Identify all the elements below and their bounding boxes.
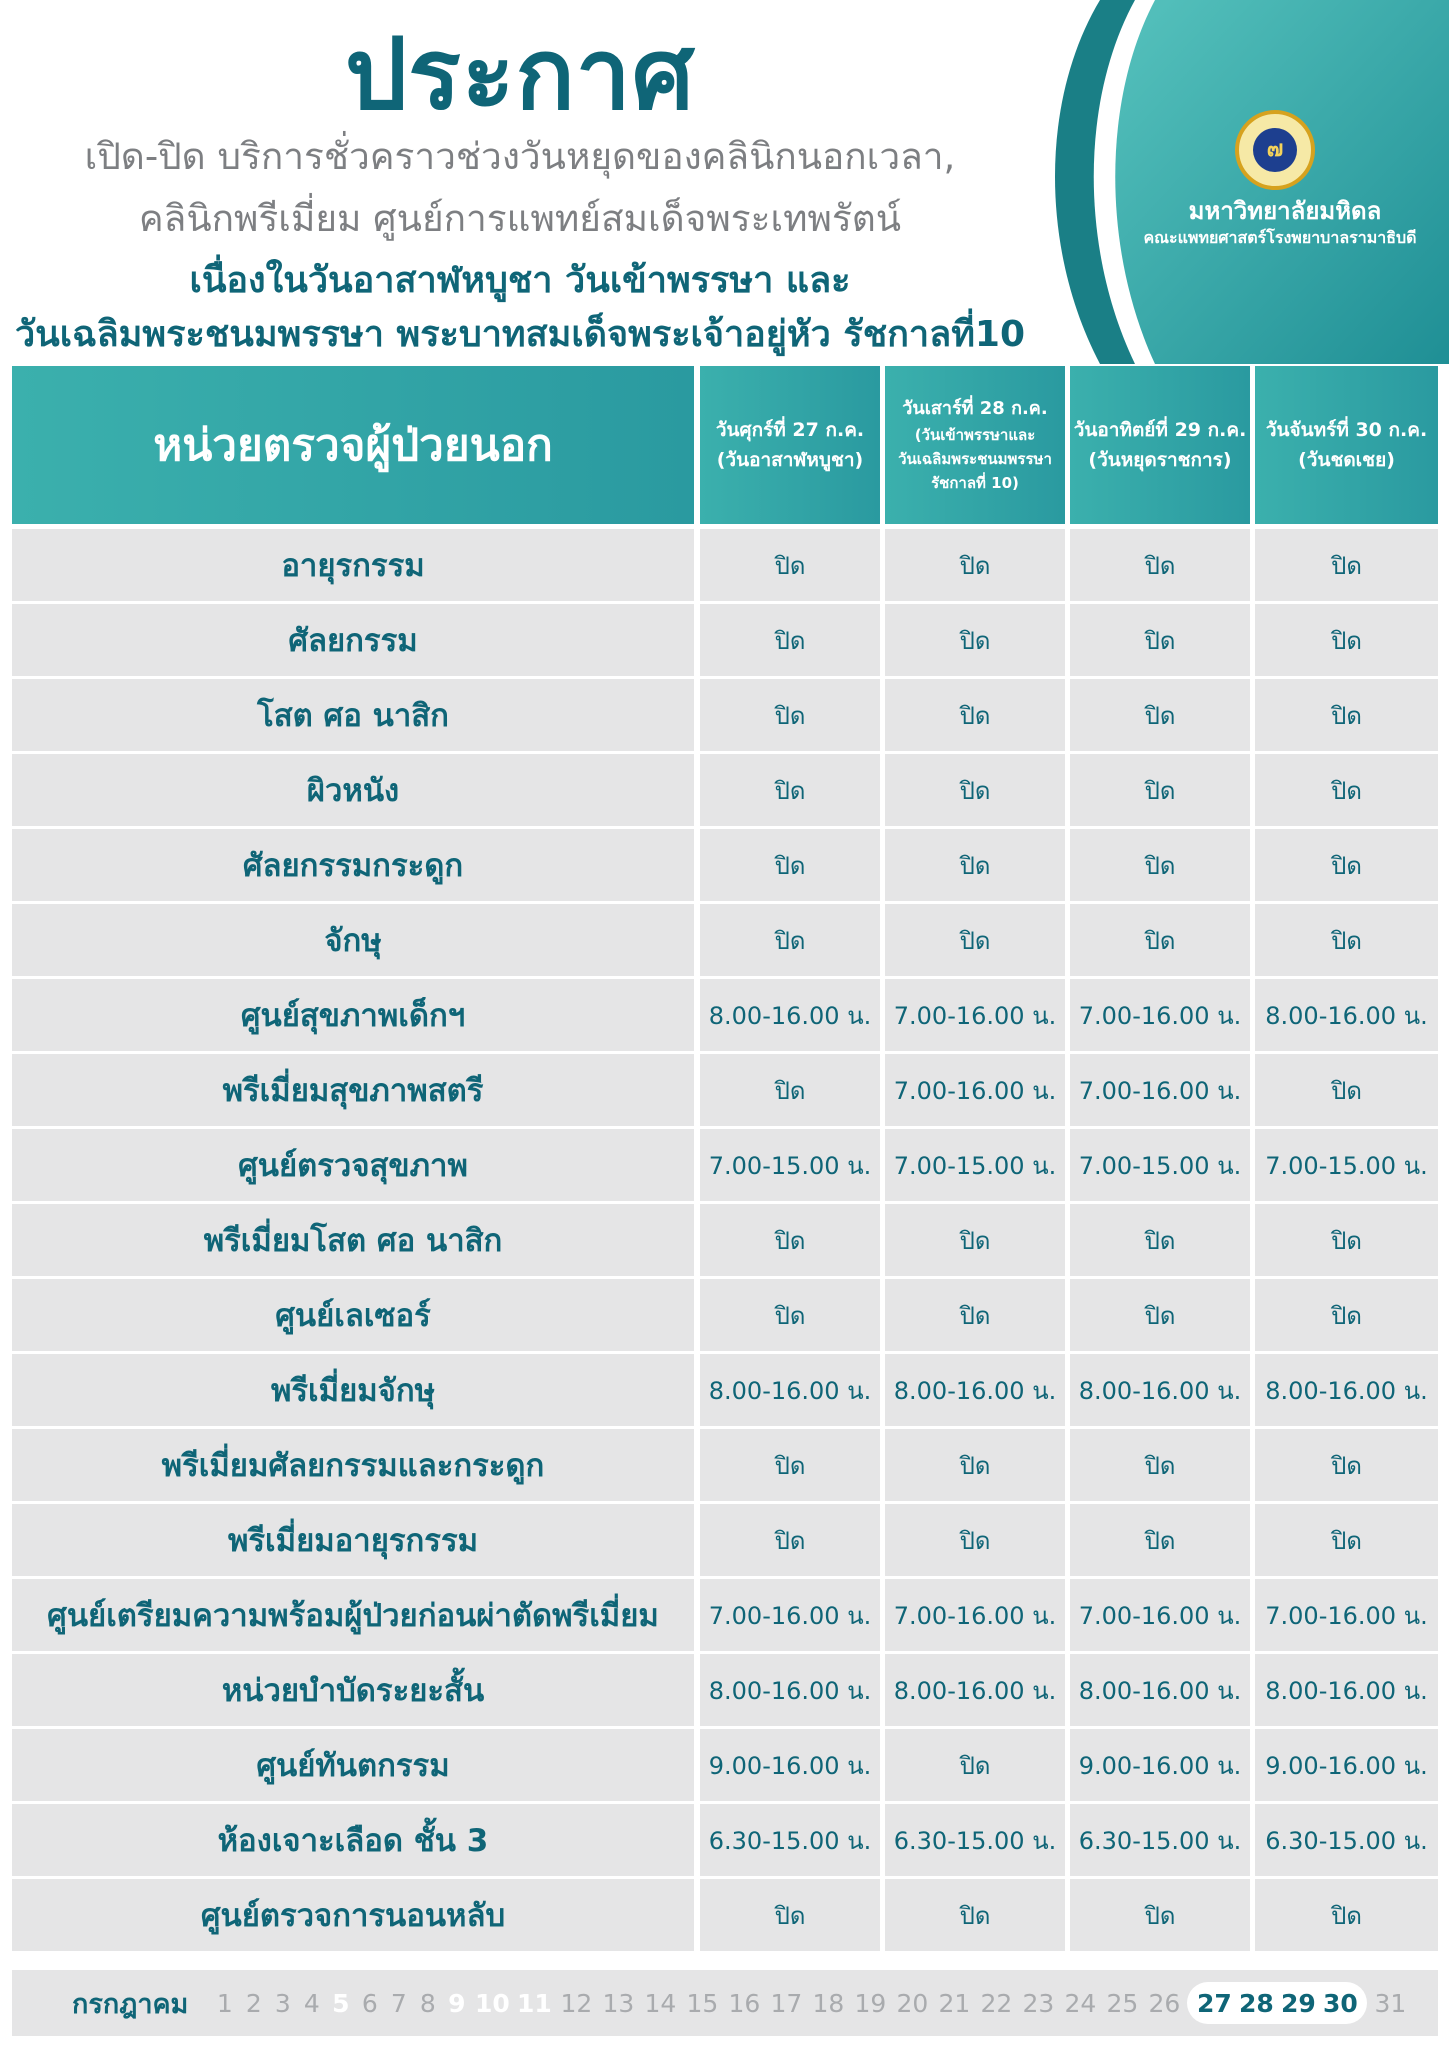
hours-cell: ปิด (885, 679, 1065, 751)
mahidol-seal-icon: ๗ (1235, 110, 1315, 190)
hours-cell: ปิด (1255, 604, 1438, 676)
hours-cell: 7.00-15.00 น. (700, 1129, 880, 1201)
calendar-day: 30 (1322, 1988, 1358, 2018)
calendar-day: 4 (303, 1988, 320, 2018)
unit-name-cell: พรีเมี่ยมศัลยกรรมและกระดูก (12, 1429, 694, 1501)
calendar-day: 22 (980, 1988, 1013, 2018)
calendar-strip (12, 1970, 1438, 2036)
hours-cell: 8.00-16.00 น. (1255, 1354, 1438, 1426)
hours-cell: ปิด (885, 904, 1065, 976)
unit-name-cell: ศัลยกรรมกระดูก (12, 829, 694, 901)
hours-cell: ปิด (1255, 1879, 1438, 1951)
hours-cell: 7.00-16.00 น. (885, 1579, 1065, 1651)
hours-cell: 8.00-16.00 น. (1255, 979, 1438, 1051)
unit-name-cell: ศูนย์ตรวจสุขภาพ (12, 1129, 694, 1201)
hours-cell: ปิด (700, 604, 880, 676)
table-row (12, 1729, 1438, 1804)
hours-cell: 8.00-16.00 น. (1070, 1354, 1250, 1426)
table-row (12, 679, 1438, 754)
unit-name-cell: ศูนย์เลเซอร์ (12, 1279, 694, 1351)
unit-name-cell: ศูนย์ตรวจการนอนหลับ (12, 1879, 694, 1951)
hours-cell: 8.00-16.00 น. (700, 979, 880, 1051)
day-header-label: วันอาทิตย์ที่ 29 ก.ค. (1073, 419, 1247, 441)
day-header-label: วันจันทร์ที่ 30 ก.ค. (1265, 419, 1428, 441)
hours-cell: ปิด (1070, 1879, 1250, 1951)
hours-cell: 7.00-16.00 น. (1255, 1579, 1438, 1651)
day-header-fri (700, 366, 880, 524)
hours-cell: ปิด (1070, 754, 1250, 826)
hours-cell: ปิด (1070, 1279, 1250, 1351)
hours-cell: 6.30-15.00 น. (1070, 1804, 1250, 1876)
hours-cell: ปิด (1070, 604, 1250, 676)
table-row (12, 1129, 1438, 1204)
calendar-day: 18 (812, 1988, 845, 2018)
calendar-day: 12 (560, 1988, 593, 2018)
hours-cell: ปิด (1255, 529, 1438, 601)
unit-name-cell: พรีเมี่ยมสุขภาพสตรี (12, 1054, 694, 1126)
hours-cell: ปิด (1255, 1279, 1438, 1351)
hours-cell: ปิด (700, 1429, 880, 1501)
unit-name-cell: พรีเมี่ยมอายุรกรรม (12, 1504, 694, 1576)
hours-cell: ปิด (1255, 829, 1438, 901)
table-row (12, 979, 1438, 1054)
hours-cell: 9.00-16.00 น. (1070, 1729, 1250, 1801)
hours-cell: ปิด (700, 904, 880, 976)
calendar-days (210, 1982, 1411, 2024)
hours-cell: ปิด (1255, 1204, 1438, 1276)
hours-cell: ปิด (700, 1054, 880, 1126)
hours-cell: 6.30-15.00 น. (1255, 1804, 1438, 1876)
calendar-day: 28 (1238, 1988, 1274, 2018)
table-body (12, 529, 1438, 1954)
day-header-note: (วันอาสาฬหบูชา) (716, 449, 864, 471)
calendar-day: 2 (245, 1988, 262, 2018)
unit-name-cell: ผิวหนัง (12, 754, 694, 826)
hours-cell: 8.00-16.00 น. (1070, 1654, 1250, 1726)
hours-cell: 8.00-16.00 น. (885, 1354, 1065, 1426)
unit-name-cell: ศูนย์สุขภาพเด็กฯ (12, 979, 694, 1051)
hours-cell: 8.00-16.00 น. (700, 1654, 880, 1726)
day-header-note: วันเฉลิมพระชนมพรรษา (898, 450, 1052, 468)
highlighted-days-pill (1187, 1982, 1367, 2024)
table-header (12, 366, 1438, 524)
calendar-day: 17 (770, 1988, 803, 2018)
calendar-month: กรกฎาคม (72, 1988, 189, 2020)
hours-cell: ปิด (885, 1429, 1065, 1501)
hours-cell: ปิด (885, 529, 1065, 601)
table-row (12, 1054, 1438, 1129)
unit-name-cell: โสต ศอ นาสิก (12, 679, 694, 751)
calendar-day: 11 (516, 1988, 552, 2018)
hours-cell: ปิด (1070, 1504, 1250, 1576)
calendar-day: 21 (938, 1988, 971, 2018)
day-header-label: วันศุกร์ที่ 27 ก.ค. (715, 419, 865, 441)
unit-column-header: หน่วยตรวจผู้ป่วยนอก (12, 366, 694, 524)
unit-name-cell: พรีเมี่ยมโสต ศอ นาสิก (12, 1204, 694, 1276)
page-title: ประกาศ (344, 18, 696, 132)
hours-cell: ปิด (885, 1729, 1065, 1801)
table-row (12, 904, 1438, 979)
unit-name-cell: หน่วยบำบัดระยะสั้น (12, 1654, 694, 1726)
hours-cell: ปิด (885, 829, 1065, 901)
subtitle-line-1: เปิด-ปิด บริการชั่วคราวช่วงวันหยุดของคลินิกนอกเวลา, (84, 135, 956, 178)
decorative-banner (1040, 0, 1449, 364)
hours-cell: ปิด (1070, 1204, 1250, 1276)
calendar-day: 10 (474, 1988, 510, 2018)
calendar-day: 3 (274, 1988, 291, 2018)
faculty-name: คณะแพทยศาสตร์โรงพยาบาลรามาธิบดี (1143, 228, 1417, 247)
day-header-sun (1070, 366, 1250, 524)
hours-cell: ปิด (700, 529, 880, 601)
university-name: มหาวิทยาลัยมหิดล (1188, 197, 1382, 225)
calendar-day: 20 (896, 1988, 929, 2018)
unit-name-cell: อายุรกรรม (12, 529, 694, 601)
unit-name-cell: ศูนย์ทันตกรรม (12, 1729, 694, 1801)
day-header-mon (1255, 366, 1438, 524)
hours-cell: ปิด (1070, 1429, 1250, 1501)
hours-cell: ปิด (885, 1279, 1065, 1351)
hours-cell: ปิด (885, 1204, 1065, 1276)
hours-cell: 7.00-16.00 น. (885, 1054, 1065, 1126)
hours-cell: ปิด (885, 1504, 1065, 1576)
calendar-day: 1 (216, 1988, 233, 2018)
table-row (12, 1879, 1438, 1954)
hours-cell: ปิด (1255, 679, 1438, 751)
day-header-note: (วันชดเชย) (1298, 449, 1395, 471)
hours-cell: ปิด (1255, 1054, 1438, 1126)
hours-cell: ปิด (700, 754, 880, 826)
hours-cell: 7.00-16.00 น. (700, 1579, 880, 1651)
hours-cell: 8.00-16.00 น. (885, 1654, 1065, 1726)
hours-cell: ปิด (700, 1879, 880, 1951)
calendar-day: 15 (686, 1988, 719, 2018)
announcement-header (0, 0, 1449, 364)
day-header-label: วันเสาร์ที่ 28 ก.ค. (902, 398, 1048, 419)
hours-cell: ปิด (885, 754, 1065, 826)
hours-cell: 7.00-16.00 น. (1070, 1579, 1250, 1651)
hours-cell: 6.30-15.00 น. (885, 1804, 1065, 1876)
table-row (12, 1429, 1438, 1504)
hours-cell: ปิด (1255, 1429, 1438, 1501)
reason-line-1: เนื่องในวันอาสาฬหบูชา วันเข้าพรรษา และ (189, 260, 851, 301)
schedule-table (12, 366, 1438, 1954)
hours-cell: ปิด (1070, 829, 1250, 901)
hours-cell: ปิด (1255, 904, 1438, 976)
table-row (12, 1504, 1438, 1579)
table-row (12, 1579, 1438, 1654)
hours-cell: ปิด (700, 1204, 880, 1276)
unit-name-cell: จักษุ (12, 904, 694, 976)
calendar-day: 5 (332, 1988, 350, 2018)
calendar-day: 8 (419, 1988, 436, 2018)
hours-cell: ปิด (700, 829, 880, 901)
unit-name-cell: ห้องเจาะเลือด ชั้น 3 (12, 1804, 694, 1876)
hours-cell: 9.00-16.00 น. (700, 1729, 880, 1801)
hours-cell: 8.00-16.00 น. (1255, 1654, 1438, 1726)
reason-line-2: วันเฉลิมพระชนมพรรษา พระบาทสมเด็จพระเจ้าอยู่หัว รัชกาลที่10 (14, 314, 1026, 355)
table-row (12, 829, 1438, 904)
subtitle-line-2: คลินิกพรีเมี่ยม ศูนย์การแพทย์สมเด็จพระเทพรัตน์ (138, 197, 902, 240)
table-row (12, 529, 1438, 604)
hours-cell: ปิด (700, 1279, 880, 1351)
table-row (12, 604, 1438, 679)
hours-cell: 6.30-15.00 น. (700, 1804, 880, 1876)
hours-cell: ปิด (700, 1504, 880, 1576)
calendar-day: 26 (1148, 1988, 1181, 2018)
day-header-note: รัชกาลที่ 10) (931, 474, 1019, 492)
day-header-note: (วันเข้าพรรษาและ (914, 426, 1036, 444)
unit-name-cell: พรีเมี่ยมจักษุ (12, 1354, 694, 1426)
hours-cell: ปิด (700, 679, 880, 751)
hours-cell: 8.00-16.00 น. (700, 1354, 880, 1426)
calendar-day: 6 (361, 1988, 378, 2018)
calendar-day: 24 (1064, 1988, 1097, 2018)
hours-cell: 7.00-15.00 น. (1070, 1129, 1250, 1201)
table-row (12, 1279, 1438, 1354)
hours-cell: ปิด (1255, 754, 1438, 826)
day-header-note: (วันหยุดราชการ) (1088, 449, 1232, 471)
hours-cell: 9.00-16.00 น. (1255, 1729, 1438, 1801)
calendar-day: 19 (854, 1988, 887, 2018)
calendar-day: 14 (644, 1988, 677, 2018)
calendar-day: 13 (602, 1988, 635, 2018)
calendar-day: 7 (390, 1988, 407, 2018)
calendar-day: 27 (1196, 1988, 1232, 2018)
hours-cell: ปิด (885, 1879, 1065, 1951)
calendar-day: 16 (728, 1988, 761, 2018)
table-row (12, 1354, 1438, 1429)
calendar-day: 23 (1022, 1988, 1055, 2018)
hours-cell: 7.00-16.00 น. (885, 979, 1065, 1051)
table-row (12, 1804, 1438, 1879)
hours-cell: 7.00-15.00 น. (885, 1129, 1065, 1201)
unit-name-cell: ศูนย์เตรียมความพร้อมผู้ป่วยก่อนผ่าตัดพรีเมี่ยม (12, 1579, 694, 1651)
unit-name-cell: ศัลยกรรม (12, 604, 694, 676)
calendar-day: 31 (1374, 1988, 1407, 2018)
hours-cell: 7.00-16.00 น. (1070, 1054, 1250, 1126)
hours-cell: 7.00-16.00 น. (1070, 979, 1250, 1051)
hours-cell: ปิด (1070, 904, 1250, 976)
hours-cell: ปิด (1255, 1504, 1438, 1576)
table-row (12, 754, 1438, 829)
calendar-day: 9 (448, 1988, 466, 2018)
hours-cell: ปิด (1070, 529, 1250, 601)
calendar-day: 25 (1106, 1988, 1139, 2018)
hours-cell: 7.00-15.00 น. (1255, 1129, 1438, 1201)
calendar-day: 29 (1280, 1988, 1316, 2018)
hours-cell: ปิด (885, 604, 1065, 676)
table-row (12, 1204, 1438, 1279)
table-row (12, 1654, 1438, 1729)
day-header-sat (885, 366, 1065, 524)
hours-cell: ปิด (1070, 679, 1250, 751)
